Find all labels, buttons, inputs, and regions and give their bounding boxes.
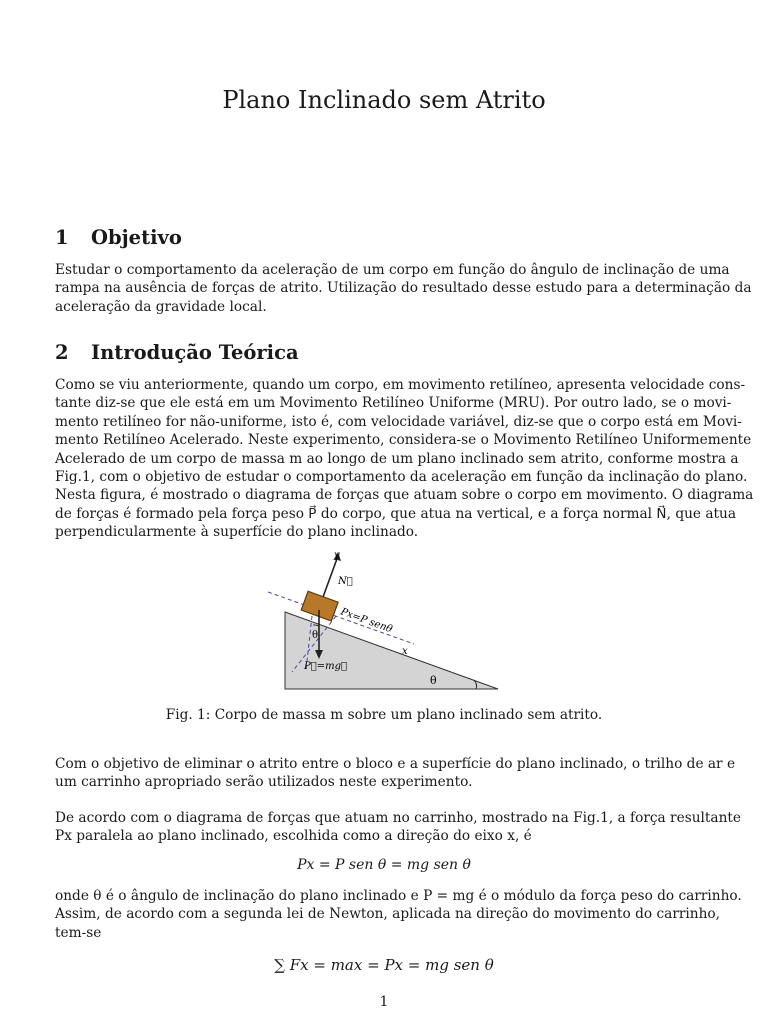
paragraph-line: Acelerado de um corpo de massa m ao longo de um plano inclinado sem atrito, conforme mostra a xyxy=(55,450,739,467)
section-2-number: 2 xyxy=(55,341,69,364)
section-1-heading xyxy=(55,226,182,249)
paragraph-newton xyxy=(55,887,742,942)
page-title: Plano Inclinado sem Atrito xyxy=(222,86,546,114)
figure-caption: Fig. 1: Corpo de massa m sobre um plano inclinado sem atrito. xyxy=(165,707,603,723)
section-1-title: Objetivo xyxy=(91,226,182,249)
paragraph-line: aceleração da gravidade local. xyxy=(55,298,267,315)
paragraph-line: rampa na ausência de forças de atrito. Utilização do resultado desse estudo para a determinação da xyxy=(55,280,752,297)
paragraph-line: Fig.1, com o objetivo de estudar o comportamento da aceleração em função da inclinação do plano. xyxy=(55,468,748,485)
paragraph-line: mento retilíneo for não-uniforme, isto é, com velocidade variável, diz-se que o corpo está em Movi- xyxy=(55,413,742,430)
section-2-paragraph xyxy=(55,376,754,542)
equation-px: Px = P sen θ = mg sen θ xyxy=(297,857,471,873)
paragraph-line: mento Retilíneo Acelerado. Neste experimento, considera-se o Movimento Retilíneo Uniformemente xyxy=(55,432,752,449)
y-axis-label: y xyxy=(334,550,340,561)
theta-base-label: θ xyxy=(430,674,437,687)
px-component-label: Px=P senθ xyxy=(338,606,394,636)
section-1-paragraph xyxy=(55,261,752,316)
paragraph-resultant-force xyxy=(55,809,741,846)
section-2-heading xyxy=(55,341,299,364)
paragraph-line: tem-se xyxy=(55,924,102,941)
paragraph-line: Estudar o comportamento da aceleração de um corpo em função do ângulo de inclinação de uma xyxy=(55,262,730,278)
section-2-title: Introdução Teórica xyxy=(91,341,299,364)
paragraph-line: Assim, de acordo com a segunda lei de Newton, aplicada na direção do movimento do carrinho, xyxy=(55,906,721,923)
paragraph-line: Com o objetivo de eliminar o atrito entre o bloco e a superfície do plano inclinado, o trilho de ar e xyxy=(55,756,736,772)
normal-force-label: N⃗ xyxy=(338,576,353,587)
weight-label: P⃗=mg⃗ xyxy=(304,661,347,672)
x-axis-label: x xyxy=(402,646,408,657)
page-number: 1 xyxy=(379,994,389,1010)
paragraph-line: Px paralela ao plano inclinado, escolhida como a direção do eixo x, é xyxy=(55,828,532,845)
equation-newton: ∑ Fx = max = Px = mg sen θ xyxy=(274,956,494,974)
paragraph-line: Nesta figura, é mostrado o diagrama de forças que atuam sobre o corpo em movimento. O diagrama xyxy=(55,487,754,504)
paragraph-air-track xyxy=(55,755,736,792)
theta-body-label: θ xyxy=(312,630,319,641)
paragraph-line: perpendicularmente à superfície do plano inclinado. xyxy=(55,524,419,541)
paragraph-line: De acordo com o diagrama de forças que atuam no carrinho, mostrado na Fig.1, a força resultante xyxy=(55,810,741,826)
inclined-plane-figure xyxy=(262,548,502,693)
paragraph-line: de forças é formado pela força peso P⃗ do corpo, que atua na vertical, e a força normal N⃗, que atua xyxy=(55,505,736,522)
paragraph-line: tante diz-se que ele está em um Movimento Retilíneo Uniforme (MRU). Por outro lado, se o movi- xyxy=(55,395,732,412)
paragraph-line: onde θ é o ângulo de inclinação do plano inclinado e P = mg é o módulo da força peso do carrinho. xyxy=(55,888,742,904)
section-1-number: 1 xyxy=(55,226,69,249)
paragraph-line: Como se viu anteriormente, quando um corpo, em movimento retilíneo, apresenta velocidade cons- xyxy=(55,377,746,393)
paragraph-line: um carrinho apropriado serão utilizados neste experimento. xyxy=(55,774,473,791)
